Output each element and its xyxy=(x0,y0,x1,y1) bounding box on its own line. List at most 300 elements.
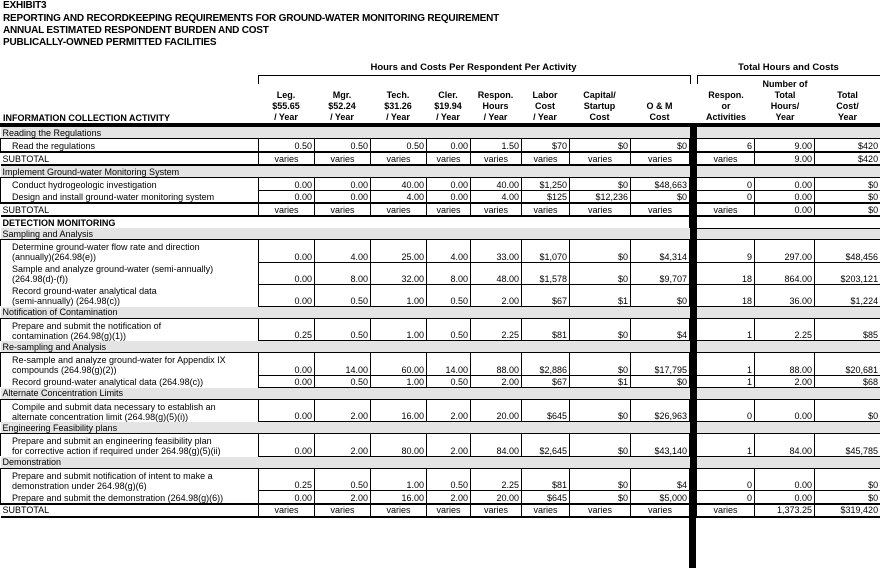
cell-value: varies xyxy=(427,152,471,165)
cell-value: 40.00 xyxy=(471,178,522,191)
total-value: 0.00 xyxy=(755,203,815,216)
cell-value: varies xyxy=(631,203,690,216)
cell-value: varies xyxy=(259,504,315,517)
section-row xyxy=(1,306,880,318)
section-label: Reading the Regulations xyxy=(1,127,690,139)
table-row xyxy=(1,318,880,341)
total-value: $20,681 xyxy=(815,353,880,376)
activity-label xyxy=(1,434,259,457)
capital-cost-col-header xyxy=(569,90,630,123)
cell-value: 1.00 xyxy=(371,318,427,341)
cell-value: $81 xyxy=(522,468,570,491)
cell-value: $0 xyxy=(631,139,690,153)
section-label: Demonstration xyxy=(1,456,690,468)
tech-col-header xyxy=(370,90,426,123)
total-value: 2.25 xyxy=(755,318,815,341)
cell-value: $645 xyxy=(522,491,570,504)
subtotal-label: SUBTOTAL xyxy=(1,504,259,517)
section-label: Alternate Concentration Limits xyxy=(1,387,690,399)
column-header-line: Respon. xyxy=(708,90,744,100)
cell-value: 0.00 xyxy=(259,434,315,457)
cell-value: 0.00 xyxy=(259,284,315,306)
total-value: $0 xyxy=(815,190,880,203)
cell-value: 8.00 xyxy=(315,262,371,284)
cell-value: 0.25 xyxy=(259,468,315,491)
total-value: 0.00 xyxy=(755,399,815,422)
cell-value: 1.00 xyxy=(371,468,427,491)
cell-value: 60.00 xyxy=(371,353,427,376)
section-row xyxy=(1,341,880,353)
total-value: $85 xyxy=(815,318,880,341)
cell-value: $4 xyxy=(631,468,690,491)
column-header-line: or xyxy=(721,101,731,111)
burden-table xyxy=(0,127,880,518)
cell-value: varies xyxy=(427,203,471,216)
cell-value: 0.00 xyxy=(427,190,471,203)
cell-value: 16.00 xyxy=(371,491,427,504)
cell-value: varies xyxy=(631,504,690,517)
column-header-line: $52.24 xyxy=(328,101,356,111)
cell-value: 2.00 xyxy=(427,399,471,422)
cell-value: 0.50 xyxy=(427,284,471,306)
total-value: 1 xyxy=(697,353,755,376)
report-facility-type: PUBLICALLY-OWNED PERMITTED FACILITIES xyxy=(3,37,217,48)
activity-label-line: Sample and analyze ground-water (semi-annually) xyxy=(12,264,214,274)
report-subtitle: ANNUAL ESTIMATED RESPONDENT BURDEN AND COST xyxy=(3,25,269,36)
total-value: $68 xyxy=(815,375,880,387)
column-header-line: Activities xyxy=(705,112,747,122)
cell-value: varies xyxy=(570,203,631,216)
cell-value: 0.00 xyxy=(259,399,315,422)
column-header-line: Labor xyxy=(532,90,558,100)
activity-label xyxy=(1,468,259,491)
total-value: $45,785 xyxy=(815,434,880,457)
cell-value: $1 xyxy=(570,284,631,306)
column-header-line: Cost xyxy=(589,112,610,122)
activity-label-line: contamination (264.98(g)(1)) xyxy=(12,330,127,341)
cell-value: $48,663 xyxy=(631,178,690,191)
cell-value: $67 xyxy=(522,284,570,306)
total-value: 18 xyxy=(697,262,755,284)
table-row xyxy=(1,190,880,203)
cell-value: 1.00 xyxy=(371,284,427,306)
cell-value: 32.00 xyxy=(371,262,427,284)
table-row xyxy=(1,491,880,504)
cell-value: varies xyxy=(427,504,471,517)
cell-value: 0.50 xyxy=(371,139,427,153)
cell-value: $2,645 xyxy=(522,434,570,457)
cell-value: $0 xyxy=(570,318,631,341)
cell-value: 0.00 xyxy=(259,190,315,203)
section-row xyxy=(1,387,880,399)
cell-value: $17,795 xyxy=(631,353,690,376)
cell-value: varies xyxy=(471,152,522,165)
cell-value: varies xyxy=(522,504,570,517)
cell-value: 14.00 xyxy=(427,353,471,376)
respon-col-header xyxy=(697,90,755,123)
total-value: $420 xyxy=(815,152,880,165)
column-header-line: Capital/ xyxy=(583,90,616,100)
column-header-line: / Year xyxy=(483,112,508,122)
cell-value: 0.50 xyxy=(315,375,371,387)
cell-value: varies xyxy=(259,203,315,216)
column-header-line: / Year xyxy=(274,112,298,122)
cell-value: 0.00 xyxy=(259,375,315,387)
section-row xyxy=(1,456,880,468)
cell-value: $2,886 xyxy=(522,353,570,376)
column-header-line: $19.94 xyxy=(434,101,462,111)
cell-value: $81 xyxy=(522,318,570,341)
total-value: 84.00 xyxy=(755,434,815,457)
total-value: 0 xyxy=(697,468,755,491)
total-value: 1 xyxy=(697,318,755,341)
total-value: $203,121 xyxy=(815,262,880,284)
cell-value: $1,578 xyxy=(522,262,570,284)
total-value: varies xyxy=(697,152,755,165)
total-value: 0.00 xyxy=(755,491,815,504)
cell-value: $12,236 xyxy=(570,190,631,203)
total-value: varies xyxy=(697,203,755,216)
cell-value: 4.00 xyxy=(471,190,522,203)
section-row xyxy=(1,228,880,240)
cell-value: 0.00 xyxy=(259,240,315,263)
cler-col-header xyxy=(426,90,470,123)
column-header-line: / Year xyxy=(436,112,460,122)
cell-value: $0 xyxy=(570,399,631,422)
activity-label xyxy=(1,139,259,153)
total-value: 297.00 xyxy=(755,240,815,263)
cell-value: varies xyxy=(259,152,315,165)
labor-cost-col-header xyxy=(521,90,569,123)
column-header-line: Number of xyxy=(762,79,808,89)
cell-value: 0.50 xyxy=(427,318,471,341)
column-header-line: $55.65 xyxy=(272,101,300,111)
activity-label-line: Record ground-water analytical data xyxy=(12,286,157,296)
cell-value: 0.50 xyxy=(315,318,371,341)
activity-label xyxy=(1,284,259,306)
column-header-line: Cler. xyxy=(438,90,458,100)
subtotal-row xyxy=(1,504,880,517)
cell-value: 80.00 xyxy=(371,434,427,457)
cell-value: 0.00 xyxy=(427,139,471,153)
column-header-line: O & M xyxy=(646,101,673,111)
cell-value: $0 xyxy=(570,178,631,191)
cell-value: 2.25 xyxy=(471,468,522,491)
activity-label-line: Prepare and submit an engineering feasibility plan xyxy=(12,436,212,446)
respon-hours-col-header xyxy=(470,90,521,123)
totals-group-header: Total Hours and Costs xyxy=(738,62,839,73)
total-value: 0 xyxy=(697,190,755,203)
cell-value: 20.00 xyxy=(471,399,522,422)
column-header-line: / Year xyxy=(330,112,354,122)
column-header-line: / Year xyxy=(386,112,410,122)
cell-value: 2.00 xyxy=(427,491,471,504)
column-header-line: Mgr. xyxy=(332,90,352,100)
cell-value: $0 xyxy=(570,353,631,376)
cell-value: $1,070 xyxy=(522,240,570,263)
om-cost-col-header xyxy=(630,101,689,123)
total-hours-col-header xyxy=(755,79,815,123)
cell-value: 0.50 xyxy=(427,468,471,491)
activity-label-line: Re-sample and analyze ground-water for Appendix IX xyxy=(12,355,226,365)
cell-value: 40.00 xyxy=(371,178,427,191)
cell-value: varies xyxy=(315,203,371,216)
table-row xyxy=(1,139,880,153)
activity-label-line: Prepare and submit the demonstration (264.98(g)(6)) xyxy=(12,492,224,503)
section-row xyxy=(1,127,880,139)
total-value: $1,224 xyxy=(815,284,880,306)
cell-value: 4.00 xyxy=(371,190,427,203)
cell-value: 0.50 xyxy=(315,139,371,153)
cell-value: 0.50 xyxy=(427,375,471,387)
cell-value: $1,250 xyxy=(522,178,570,191)
cell-value: varies xyxy=(570,504,631,517)
table-row xyxy=(1,434,880,457)
cell-value: 0.00 xyxy=(259,353,315,376)
cell-value: varies xyxy=(570,152,631,165)
activity-label-line: compounds (264.98(g)(2)) xyxy=(12,365,117,375)
cell-value: $4 xyxy=(631,318,690,341)
per-respondent-bracket xyxy=(258,75,691,84)
total-value: 1 xyxy=(697,434,755,457)
total-value: 9.00 xyxy=(755,139,815,153)
cell-value: $43,140 xyxy=(631,434,690,457)
cell-value: 0.00 xyxy=(427,178,471,191)
table-row xyxy=(1,468,880,491)
total-value: $0 xyxy=(815,203,880,216)
cell-value: 2.00 xyxy=(427,434,471,457)
activity-label-line: (264.98(d)-(f)) xyxy=(12,274,69,284)
total-value: $48,456 xyxy=(815,240,880,263)
total-value: 1,373.25 xyxy=(755,504,815,517)
activity-column-header: INFORMATION COLLECTION ACTIVITY xyxy=(3,113,170,123)
column-header-line: Year xyxy=(775,112,795,122)
activity-label-line: demonstration under 264.98(g)(6) xyxy=(12,480,147,491)
column-header-line: Hours/ xyxy=(770,101,800,111)
subtotal-label: SUBTOTAL xyxy=(1,203,259,216)
cell-value: 2.25 xyxy=(471,318,522,341)
cell-value: varies xyxy=(315,504,371,517)
total-value: 88.00 xyxy=(755,353,815,376)
cell-value: 2.00 xyxy=(315,434,371,457)
total-cost-col-header xyxy=(815,90,880,123)
cell-value: 84.00 xyxy=(471,434,522,457)
total-value: 36.00 xyxy=(755,284,815,306)
cell-value: varies xyxy=(631,152,690,165)
cell-value: $0 xyxy=(570,468,631,491)
subtotal-row xyxy=(1,152,880,165)
cell-value: varies xyxy=(522,152,570,165)
cell-value: varies xyxy=(471,203,522,216)
cell-value: 33.00 xyxy=(471,240,522,263)
cell-value: varies xyxy=(471,504,522,517)
subtotal-row xyxy=(1,203,880,216)
column-header-line: Cost xyxy=(535,101,555,111)
activity-label-line: (semi-annually) (264.98(c)) xyxy=(12,296,121,306)
cell-value: 25.00 xyxy=(371,240,427,263)
major-section-row xyxy=(1,216,880,228)
cell-value: 2.00 xyxy=(471,284,522,306)
total-value: varies xyxy=(697,504,755,517)
cell-value: 48.00 xyxy=(471,262,522,284)
table-row xyxy=(1,262,880,284)
total-value: 9.00 xyxy=(755,152,815,165)
cell-value: 8.00 xyxy=(427,262,471,284)
total-value: 0 xyxy=(697,399,755,422)
exhibit-label: EXHIBIT3 xyxy=(3,0,47,11)
column-header-line: Respon. xyxy=(477,90,514,100)
per-respondent-group-header: Hours and Costs Per Respondent Per Activity xyxy=(370,62,577,73)
cell-value: varies xyxy=(371,504,427,517)
activity-label xyxy=(1,375,259,387)
cell-value: 0.50 xyxy=(315,284,371,306)
column-header-line: Total xyxy=(837,90,858,100)
total-value: 864.00 xyxy=(755,262,815,284)
cell-value: 0.00 xyxy=(259,491,315,504)
total-value: 0.00 xyxy=(755,468,815,491)
cell-value: 0.25 xyxy=(259,318,315,341)
cell-value: varies xyxy=(371,152,427,165)
cell-value: $9,707 xyxy=(631,262,690,284)
table-row xyxy=(1,399,880,422)
column-header-line: Tech. xyxy=(386,90,410,100)
activity-label-line: Record ground-water analytical data (264.98(c)) xyxy=(12,377,204,387)
cell-value: 0.00 xyxy=(315,178,371,191)
activity-label-line: (annually)(264.98(e)) xyxy=(12,252,97,262)
activity-label-line: Design and install ground-water monitoring system xyxy=(12,192,215,202)
table-row xyxy=(1,375,880,387)
total-value: 0.00 xyxy=(755,178,815,191)
activity-label xyxy=(1,399,259,422)
section-label: Implement Ground-water Monitoring System xyxy=(1,165,690,178)
cell-value: varies xyxy=(371,203,427,216)
cell-value: $125 xyxy=(522,190,570,203)
cell-value: 20.00 xyxy=(471,491,522,504)
activity-label-line: Prepare and submit notification of intent to make a xyxy=(12,470,213,481)
cell-value: 1.00 xyxy=(371,375,427,387)
table-row xyxy=(1,284,880,306)
section-label: Notification of Contamination xyxy=(1,306,690,318)
column-header-line: Hours xyxy=(482,101,509,111)
cell-value: $26,963 xyxy=(631,399,690,422)
column-header-line: $31.26 xyxy=(384,101,412,111)
report-title: REPORTING AND RECORDKEEPING REQUIREMENTS FOR GROUND-WATER MONITORING REQUIREMENT xyxy=(3,13,500,24)
activity-label xyxy=(1,318,259,341)
cell-value: 0.50 xyxy=(259,139,315,153)
mgr-col-header xyxy=(314,90,370,123)
table-row xyxy=(1,178,880,191)
total-value: 0 xyxy=(697,491,755,504)
activity-label-line: alternate concentration limit (264.98(g)(5)(i)) xyxy=(12,411,189,422)
cell-value: $0 xyxy=(631,190,690,203)
column-header-line: / Year xyxy=(533,112,557,122)
cell-value: $0 xyxy=(570,139,631,153)
total-value: 1 xyxy=(697,375,755,387)
cell-value: 0.00 xyxy=(259,178,315,191)
cell-value: 14.00 xyxy=(315,353,371,376)
activity-label xyxy=(1,190,259,203)
activity-label xyxy=(1,353,259,376)
cell-value: $0 xyxy=(631,284,690,306)
total-value: 0.00 xyxy=(755,190,815,203)
cell-value: $4,314 xyxy=(631,240,690,263)
cell-value: 88.00 xyxy=(471,353,522,376)
activity-label-line: for corrective action if required under 264.98(g)(5)(ii) xyxy=(12,446,221,456)
activity-label-line: Conduct hydrogeologic investigation xyxy=(12,180,157,190)
cell-value: $1 xyxy=(570,375,631,387)
section-row xyxy=(1,165,880,178)
total-value: 18 xyxy=(697,284,755,306)
total-value: 9 xyxy=(697,240,755,263)
table-row xyxy=(1,353,880,376)
cell-value: 0.00 xyxy=(259,262,315,284)
total-value: $420 xyxy=(815,139,880,153)
activity-label xyxy=(1,240,259,263)
cell-value: $0 xyxy=(570,491,631,504)
total-value: $0 xyxy=(815,178,880,191)
activity-label-line: Read the regulations xyxy=(12,141,96,151)
cell-value: 4.00 xyxy=(315,240,371,263)
cell-value: $67 xyxy=(522,375,570,387)
cell-value: $0 xyxy=(570,240,631,263)
section-row xyxy=(1,422,880,434)
leg-col-header xyxy=(258,90,314,123)
cell-value: 1.50 xyxy=(471,139,522,153)
subtotal-label: SUBTOTAL xyxy=(1,152,259,165)
cell-value: $5,000 xyxy=(631,491,690,504)
total-value: $0 xyxy=(815,491,880,504)
total-value: 6 xyxy=(697,139,755,153)
activity-label xyxy=(1,491,259,504)
cell-value: varies xyxy=(522,203,570,216)
section-label: Sampling and Analysis xyxy=(1,228,690,240)
cell-value: 2.00 xyxy=(471,375,522,387)
cell-value: $0 xyxy=(631,375,690,387)
column-header-line: Startup xyxy=(583,101,616,111)
column-header-line: Cost/ xyxy=(836,101,859,111)
column-header-line: Leg. xyxy=(276,90,296,100)
cell-value: $0 xyxy=(570,262,631,284)
total-value: $0 xyxy=(815,468,880,491)
activity-label xyxy=(1,178,259,191)
cell-value: 4.00 xyxy=(427,240,471,263)
activity-label-line: Compile and submit data necessary to establish an xyxy=(12,401,216,412)
activity-label-line: Prepare and submit the notification of xyxy=(12,320,162,331)
activity-label xyxy=(1,262,259,284)
total-value: 2.00 xyxy=(755,375,815,387)
column-header-line: Cost xyxy=(649,112,670,122)
cell-value: $70 xyxy=(522,139,570,153)
section-label: DETECTION MONITORING xyxy=(2,217,116,228)
section-label: Engineering Feasibility plans xyxy=(1,422,690,434)
column-header-line: Year xyxy=(837,112,858,122)
cell-value: 2.00 xyxy=(315,399,371,422)
cell-value: 2.00 xyxy=(315,491,371,504)
total-value: 0 xyxy=(697,178,755,191)
activity-label-line: Determine ground-water flow rate and direction xyxy=(12,242,200,252)
total-value: $319,420 xyxy=(815,504,880,517)
cell-value: 16.00 xyxy=(371,399,427,422)
cell-value: $0 xyxy=(570,434,631,457)
total-value: $0 xyxy=(815,399,880,422)
table-row xyxy=(1,240,880,263)
column-header-line: Total xyxy=(774,90,796,100)
cell-value: 0.50 xyxy=(315,468,371,491)
cell-value: varies xyxy=(315,152,371,165)
cell-value: $645 xyxy=(522,399,570,422)
section-label: Re-sampling and Analysis xyxy=(1,341,690,353)
cell-value: 0.00 xyxy=(315,190,371,203)
